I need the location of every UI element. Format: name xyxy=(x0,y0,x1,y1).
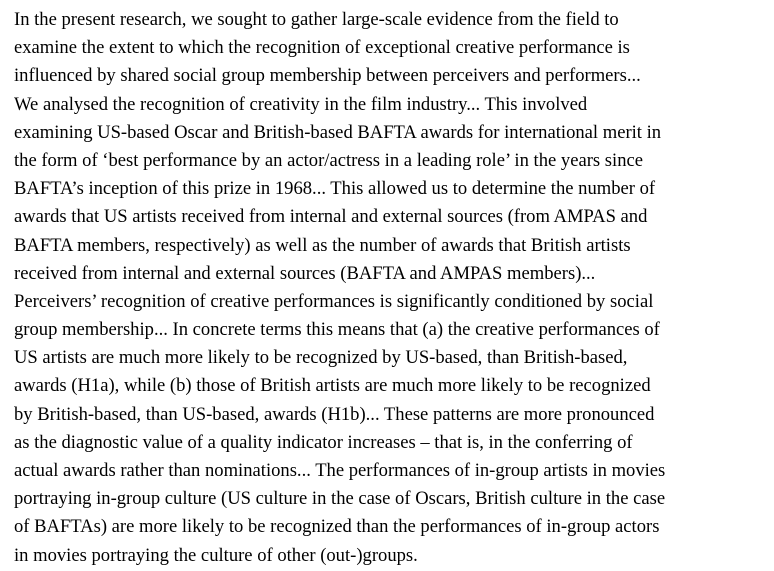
text-line: portraying in-group culture (US culture in the case of Oscars, British culture in the case xyxy=(14,488,666,510)
text-line: by British-based, than US-based, awards (H1b)... These patterns are more pronounced xyxy=(14,403,655,425)
text-line: actual awards rather than nominations... The performances of in-group artists in movies xyxy=(14,460,666,481)
text-line: received from internal and external sources (BAFTA and AMPAS members)... xyxy=(14,262,596,284)
text-line: the form of ‘best performance by an actor/actress in a leading role’ in the years since xyxy=(14,149,643,171)
text-line: BAFTA members, respectively) as well as the number of awards that British artists xyxy=(14,234,631,256)
text-line: in movies portraying the culture of other (out-)groups. xyxy=(14,544,418,566)
quoted-passage xyxy=(14,6,770,570)
text-line: of BAFTAs) are more likely to be recognized than the performances of in-group actors xyxy=(14,516,660,538)
text-line: examining US-based Oscar and British-based BAFTA awards for international merit in xyxy=(14,121,662,143)
text-line: awards (H1a), while (b) those of British artists are much more likely to be recognized xyxy=(14,375,651,397)
text-line: examine the extent to which the recognition of exceptional creative performance is xyxy=(14,37,630,59)
text-line: In the present research, we sought to gather large-scale evidence from the field to xyxy=(14,9,619,30)
text-line: group membership... In concrete terms this means that (a) the creative performances of xyxy=(14,319,660,341)
text-line: US artists are much more likely to be recognized by US-based, than British-based, xyxy=(14,347,628,369)
text-line: as the diagnostic value of a quality indicator increases – that is, in the conferring of xyxy=(14,431,633,453)
text-line: Perceivers’ recognition of creative performances is significantly conditioned by social xyxy=(14,290,654,312)
text-line: awards that US artists received from internal and external sources (from AMPAS and xyxy=(14,206,648,228)
text-line: BAFTA’s inception of this prize in 1968... This allowed us to determine the number of xyxy=(14,178,656,200)
text-line: We analysed the recognition of creativity in the film industry... This involved xyxy=(14,93,588,115)
text-line: influenced by shared social group membership between perceivers and performers... xyxy=(14,65,641,87)
